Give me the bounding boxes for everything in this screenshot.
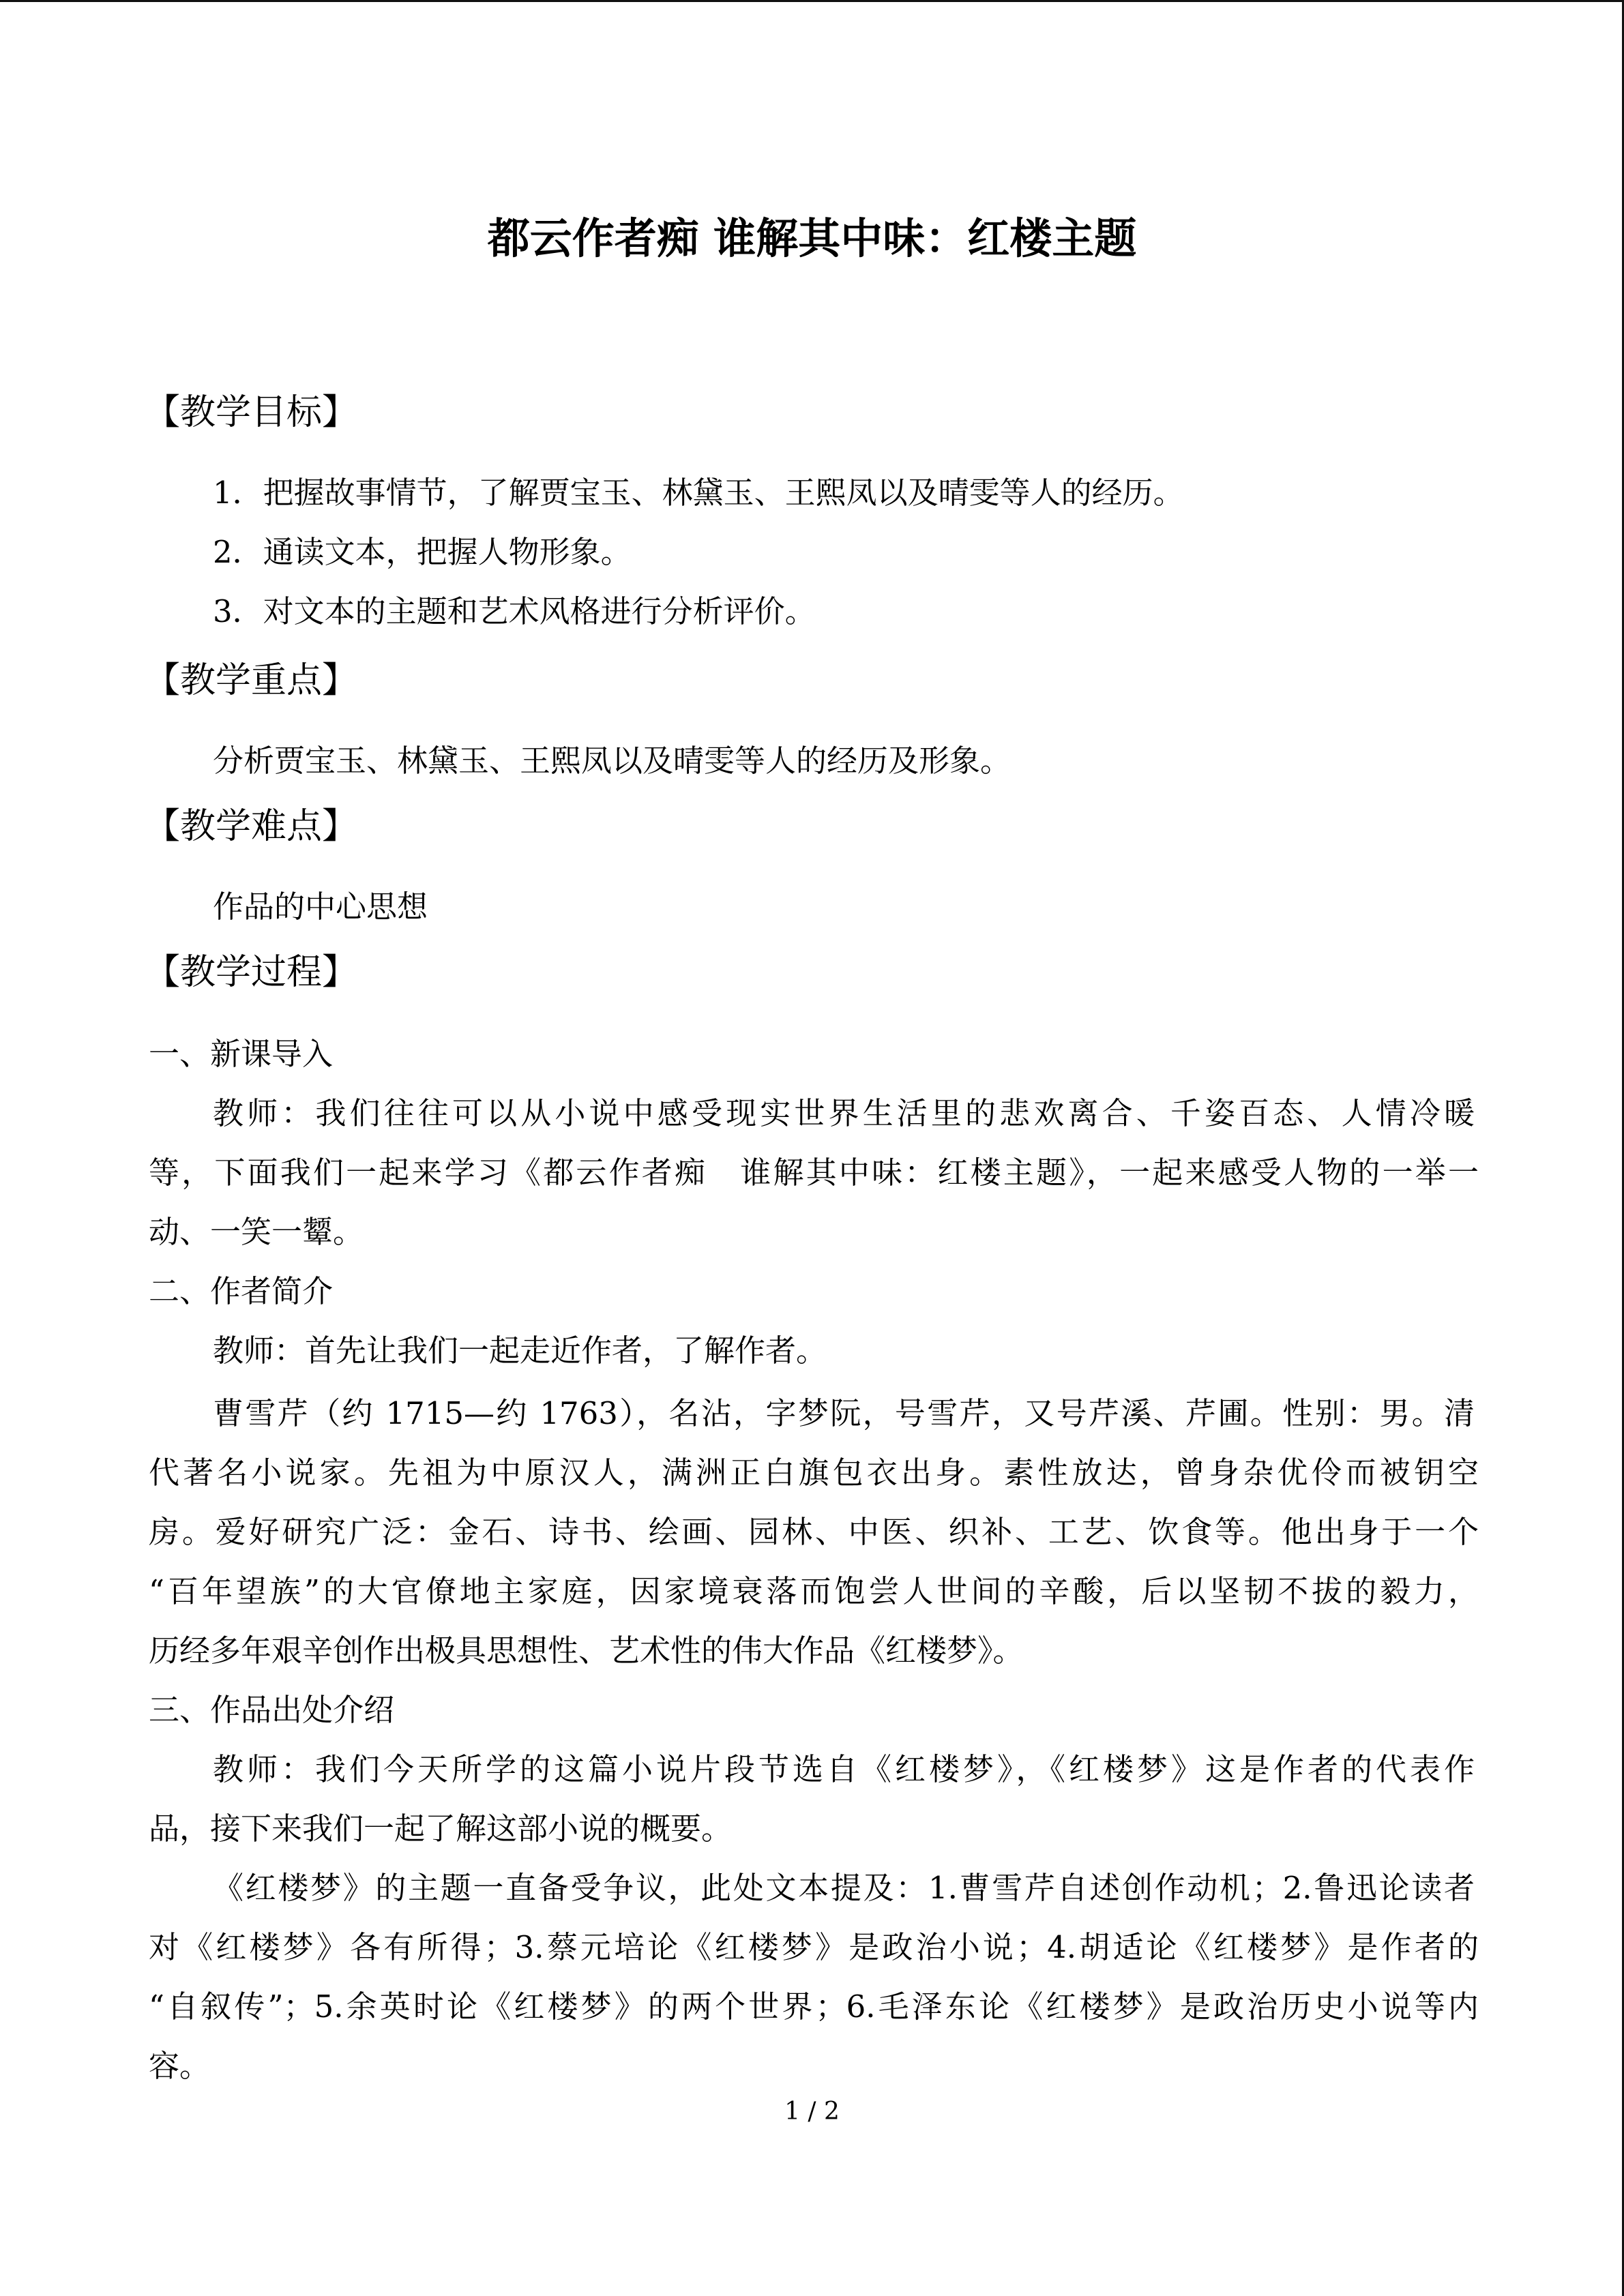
author-heading: 二、作者简介 xyxy=(149,1273,334,1309)
work-theme-line-4: 容。 xyxy=(149,2048,211,2084)
heading-difficulties: 【教学难点】 xyxy=(145,806,358,847)
author-bio-line-1: 曹雪芹（约 1715—约 1763），名沾，字梦阮，号雪芹，又号芹溪、芹圃。性别：男。清 xyxy=(213,1395,1475,1431)
author-teacher-line: 教师：首先让我们一起走近作者，了解作者。 xyxy=(213,1332,827,1369)
author-bio-line-4: “百年望族”的大官僚地主家庭，因家境衰落而饱尝人世间的辛酸，后以坚韧不拔的毅力， xyxy=(149,1573,1479,1609)
document-title: 都云作者痴 谁解其中味：红楼主题 xyxy=(487,213,1137,263)
heading-key-points: 【教学重点】 xyxy=(145,660,358,701)
intro-line-1: 教师：我们往往可以从小说中感受现实世界生活里的悲欢离合、千姿百态、人情冷暖 xyxy=(213,1095,1475,1131)
author-bio-line-5: 历经多年艰辛创作出极具思想性、艺术性的伟大作品《红楼梦》。 xyxy=(149,1632,1024,1669)
intro-heading: 一、新课导入 xyxy=(149,1036,334,1072)
heading-objectives: 【教学目标】 xyxy=(145,392,358,433)
intro-line-3: 动、一笑一颦。 xyxy=(149,1214,364,1250)
author-bio-line-2: 代著名小说家。先祖为中原汉人，满洲正白旗包衣出身。素性放达，曾身杂优伶而被钥空 xyxy=(149,1455,1479,1491)
difficulties-text: 作品的中心思想 xyxy=(213,889,428,925)
work-theme-line-2: 对《红楼梦》各有所得；3.蔡元培论《红楼梦》是政治小说；4.胡适论《红楼梦》是作者的 xyxy=(149,1929,1479,1965)
objective-item-3: 3．对文本的主题和艺术风格进行分析评价。 xyxy=(213,593,816,629)
heading-process: 【教学过程】 xyxy=(145,952,358,993)
page-number: 1 / 2 xyxy=(784,2098,840,2126)
intro-line-2: 等，下面我们一起来学习《都云作者痴 谁解其中味：红楼主题》，一起来感受人物的一举一 xyxy=(149,1154,1479,1191)
work-teacher-line-1: 教师：我们今天所学的这篇小说片段节选自《红楼梦》，《红楼梦》这是作者的代表作 xyxy=(213,1751,1475,1787)
work-teacher-line-2: 品，接下来我们一起了解这部小说的概要。 xyxy=(149,1810,733,1847)
objective-item-2: 2．通读文本，把握人物形象。 xyxy=(213,534,632,570)
work-theme-line-3: “自叙传”；5.余英时论《红楼梦》的两个世界；6.毛泽东论《红楼梦》是政治历史小说等内 xyxy=(149,1988,1479,2025)
work-theme-line-1: 《红楼梦》的主题一直备受争议，此处文本提及：1.曹雪芹自述创作动机；2.鲁迅论读者 xyxy=(213,1870,1475,1906)
author-bio-line-3: 房。爱好研究广泛：金石、诗书、绘画、园林、中医、织补、工艺、饮食等。他出身于一个 xyxy=(149,1514,1479,1550)
work-heading: 三、作品出处介绍 xyxy=(149,1692,395,1728)
key-points-text: 分析贾宝玉、林黛玉、王熙凤以及晴雯等人的经历及形象。 xyxy=(213,743,1012,779)
page-top-border xyxy=(0,0,1624,2)
objective-item-1: 1．把握故事情节，了解贾宝玉、林黛玉、王熙凤以及晴雯等人的经历。 xyxy=(213,475,1184,511)
